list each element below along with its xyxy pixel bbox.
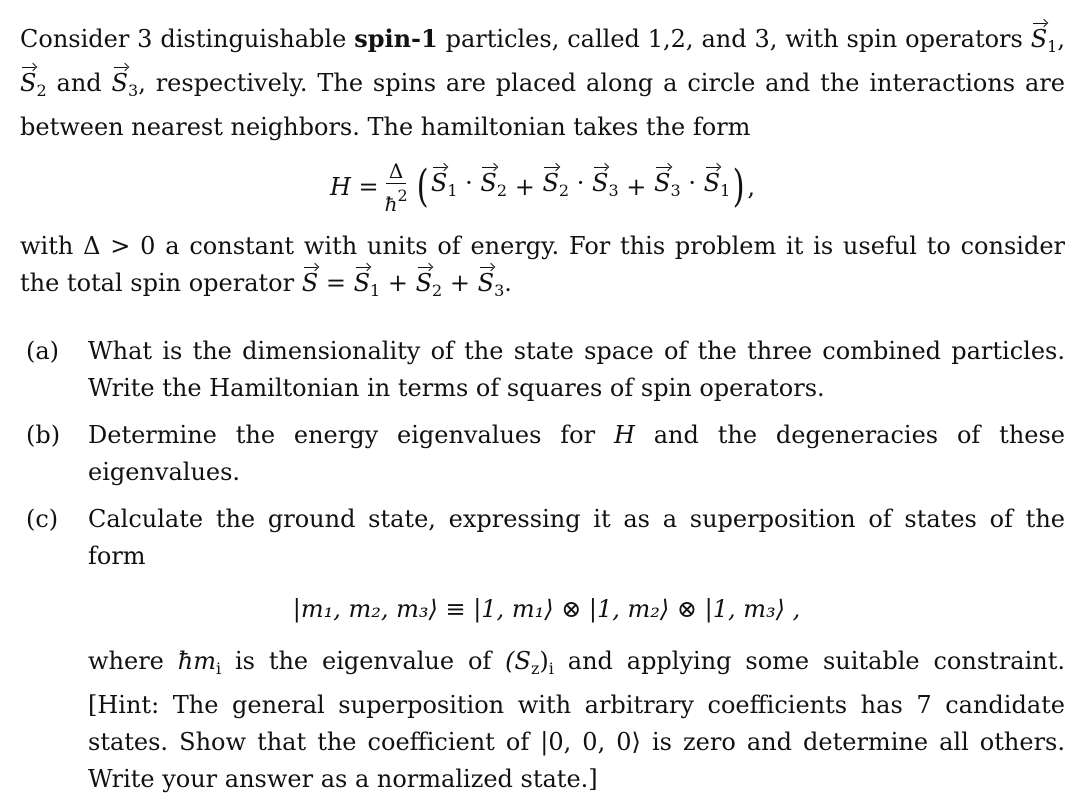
question-c-text: Calculate the ground state, expressing it as a superposition of states of the form — [88, 505, 1065, 570]
ket-definition: |m₁, m₂, m₃⟩ ≡ |1, m₁⟩ ⊗ |1, m₂⟩ ⊗ |1, m₃⟩ , — [292, 595, 801, 623]
hamiltonian-equation — [20, 156, 1065, 218]
zero-ket: |0, 0, 0⟩ — [540, 728, 641, 756]
right-paren: ) — [732, 161, 745, 212]
question-c-body — [88, 501, 1065, 798]
term-1: $S_1 \cdot S_2$ — [431, 165, 507, 209]
question-a-label: (a) — [26, 337, 60, 365]
operator-s3: $S_3$ — [112, 69, 139, 97]
operator-s2: $S_2$ — [20, 69, 47, 97]
question-a-text: What is the dimensionality of the state space of the three combined particles. Write the Hamiltonian in terms of squares of spin operators. — [88, 337, 1065, 402]
question-b-text: Determine the energy eigenvalues for H and the degeneracies of these eigenvalues. — [88, 421, 1065, 486]
equation-lhs: H = — [329, 172, 379, 201]
term-3: $S_3 \cdot S_1$ — [654, 165, 730, 209]
intro-text-1: Consider 3 distinguishable — [20, 25, 355, 53]
plus-1: + — [514, 172, 535, 201]
plus-2: + — [626, 172, 647, 201]
question-a — [20, 333, 1065, 407]
left-paren: ( — [416, 161, 429, 212]
intro-text-4: , respectively. The spins are placed along a circle and the interactions are between nearest neighbors. The hamiltonian takes the form — [20, 69, 1065, 141]
question-b — [20, 417, 1065, 491]
question-c-hint: where $ħm_i$ is the eigenvalue of $(S_z)_i$ and applying some suitable constraint. [Hint: The general superposition with arbitrary coefficients has 7 candidate states. Show that the coefficient of |0, 0, 0⟩ is zero and determine all others. Write your answer as a normalized state.] — [88, 647, 1065, 793]
problem-text — [20, 20, 1065, 798]
equation-fraction — [385, 159, 408, 216]
question-c-label: (c) — [26, 505, 59, 533]
after-equation-paragraph — [20, 228, 1065, 309]
question-b-label: (b) — [26, 421, 61, 449]
spin-1-bold: spin-1 — [354, 24, 438, 53]
intro-text-2: particles, called 1,2, and 3, with spin operators — [437, 25, 1031, 53]
after-eq-text-1: with — [20, 232, 84, 260]
term-2: $S_2 \cdot S_3$ — [542, 165, 618, 209]
question-c — [20, 501, 1065, 798]
fraction-denominator: $ħ^2$ — [384, 185, 408, 216]
equation-comma: , — [747, 172, 756, 201]
after-eq-text-2: a constant with units of energy. For this problem it is useful to consider the total spin operator — [20, 232, 1065, 297]
intro-text-3: and — [46, 69, 112, 97]
delta-condition: Δ > 0 — [83, 232, 156, 260]
total-spin-equation: $S = S_1 + S_2 + S_3$ — [302, 269, 505, 297]
fraction-numerator: Δ — [386, 159, 406, 184]
operator-s1: $S_1$ — [1031, 25, 1058, 53]
after-eq-period: . — [504, 269, 512, 297]
intro-paragraph: Consider 3 distinguishable spin-1 particles, called 1,2, and 3, with spin operators $S_1$, $S_2$ and $S_3$, respectively. The spins are placed along a circle and the interactions are between nearest neighbors. The hamiltonian takes the form — [20, 20, 1065, 146]
